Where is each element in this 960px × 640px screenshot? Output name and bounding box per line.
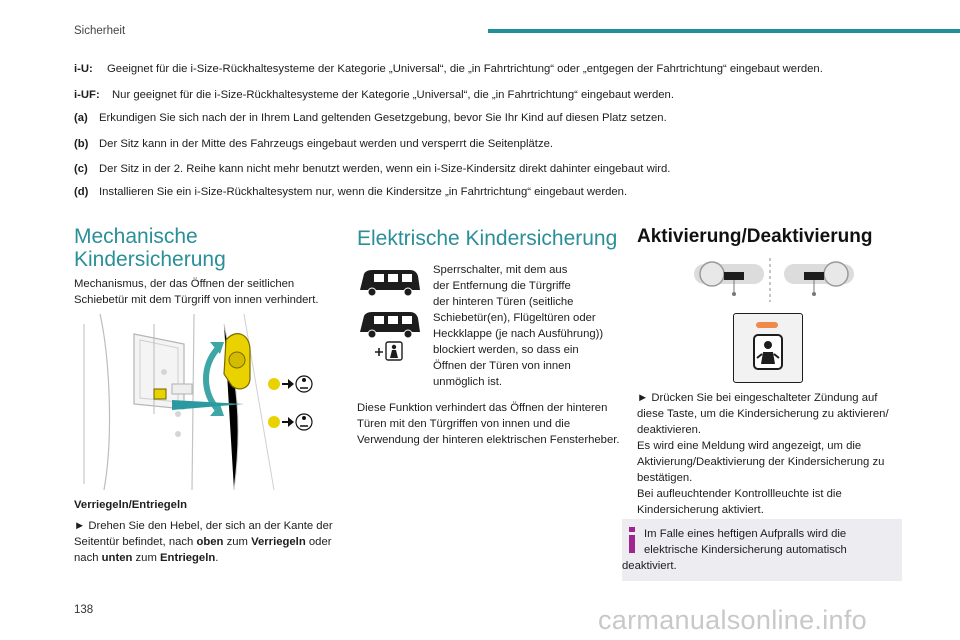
definition-text: Erkundigen Sie sich nach der in Ihrem Land geltenden Gesetzgebung, bevor Sie Ihr Kind auf diesen Platz setzen. [99, 112, 667, 124]
instruction-line: Aktivierung/Deaktivierung der Kindersicherung zu [637, 456, 885, 468]
definition-text: Nur geeignet für die i-Size-Rückhaltesysteme der Kategorie „Universal“, die „in Fahrtrichtung“ eingebaut werden. [112, 89, 674, 101]
instruction-line: Es wird eine Meldung wird angezeigt, um die [637, 440, 862, 452]
instruction-emphasis: unten [101, 552, 133, 564]
mechanical-lock-heading [74, 225, 226, 271]
child-lock-icon [375, 342, 402, 360]
instruction-line: Kindersicherung aktiviert. [637, 504, 764, 516]
electric-lock-description [433, 262, 613, 390]
description-line: der Entfernung die Türgriffe [433, 280, 571, 292]
instruction-line: ► Drehen Sie den Hebel, der sich an der Kante der [74, 520, 333, 532]
instruction-line: ► Drücken Sie bei eingeschalteter Zündung auf [637, 392, 878, 404]
instruction-emphasis: Entriegeln [160, 552, 216, 564]
description-line: Schiebetür(en), Flügeltüren oder [433, 312, 596, 324]
paragraph-line: Türen mit den Türgriffen von innen und die [357, 418, 571, 430]
description-line: Heckklappe (je nach Ausführung)) [433, 328, 604, 340]
definition-row [74, 185, 627, 200]
heading-line: Mechanische [74, 225, 198, 248]
definition-text: Geeignet für die i-Size-Rückhaltesysteme der Kategorie „Universal“, die „in Fahrtrichtung“ oder „entgegen der Fahrtrichtung“ eingebaut werden. [107, 63, 823, 75]
definition-row [74, 111, 667, 126]
instruction-text: oder [305, 536, 332, 548]
definition-text: Installieren Sie ein i-Size-Rückhaltesystem nur, wenn die Kindersitze „in Fahrtrichtung“ eingebaut werden. [99, 186, 628, 198]
activation-instructions [637, 390, 907, 518]
electric-lock-heading: Elektrische Kindersicherung [357, 227, 618, 250]
section-title: Sicherheit [74, 25, 126, 37]
door-lever-illustration [74, 314, 322, 490]
van-side-icon [360, 270, 420, 296]
info-box [622, 519, 902, 581]
description-line: blockiert werden, so dass ein [433, 344, 579, 356]
activation-heading: Aktivierung/Deaktivierung [637, 226, 873, 247]
instruction-line: bestätigen. [637, 472, 693, 484]
definition-key: (d) [74, 186, 89, 198]
instruction-line: Bei aufleuchtender Kontrollleuchte ist die [637, 488, 842, 500]
description-line: unmöglich ist. [433, 376, 503, 388]
description-line: Öffnen der Türen von innen [433, 360, 571, 372]
definition-row [74, 88, 674, 103]
definition-key: i-U: [74, 63, 93, 75]
definition-key: i-UF: [74, 89, 100, 101]
instruction-line [74, 550, 344, 566]
instruction-text: . [215, 552, 219, 564]
instruction-emphasis: Verriegeln [251, 536, 306, 548]
mechanical-lock-intro [74, 276, 344, 308]
info-text [644, 526, 894, 558]
paragraph-line: Diese Funktion verhindert das Öffnen der hinteren [357, 402, 608, 414]
instruction-text: zum [223, 536, 252, 548]
intro-line: Schiebetür mit dem Türgriff von innen verhindert. [74, 294, 319, 306]
definition-key: (a) [74, 112, 88, 124]
instruction-text: nach [74, 552, 102, 564]
definition-text: Der Sitz in der 2. Reihe kann nicht mehr benutzt werden, wenn ein i-Size-Kindersitz direkt dahinter eingebaut wird. [99, 163, 671, 175]
header-accent-bar [488, 29, 960, 33]
watermark: carmanualsonline.info [598, 605, 867, 635]
child-seat-icon [753, 334, 783, 370]
instruction-text: Seitentür befindet, nach [74, 536, 197, 548]
electric-lock-paragraph [357, 400, 622, 448]
info-line: deaktiviert. [622, 560, 677, 572]
intro-line: Mechanismus, der das Öffnen der seitlichen [74, 278, 295, 290]
instruction-line [74, 534, 344, 550]
paragraph-line: Verwendung der hinteren elektrischen Fensterheber. [357, 434, 620, 446]
definition-key: (b) [74, 138, 89, 150]
info-icon [626, 527, 638, 553]
definition-text: Der Sitz kann in der Mitte des Fahrzeugs eingebaut werden und versperrt die Seitenplätze. [99, 138, 554, 150]
description-line: der hinteren Türen (seitliche [433, 296, 574, 308]
instruction-text: zum [132, 552, 161, 564]
info-line: Im Falle eines heftigen Aufpralls wird die [644, 528, 847, 540]
definition-row [74, 62, 823, 77]
definition-row [74, 137, 553, 152]
indicator-led [756, 322, 778, 328]
instruction-line: deaktivieren. [637, 424, 702, 436]
van-icons [358, 262, 426, 362]
instruction-emphasis: oben [196, 536, 224, 548]
instruction-line: diese Taste, um die Kindersicherung zu aktivieren/ [637, 408, 889, 420]
dashboard-illustration [694, 258, 854, 302]
child-lock-button[interactable] [733, 313, 803, 383]
lock-unlock-instruction [74, 518, 344, 566]
definition-row [74, 162, 670, 177]
info-line: elektrische Kindersicherung automatisch [644, 544, 847, 556]
description-line: Sperrschalter, mit dem aus [433, 264, 568, 276]
van-rear-icon [360, 312, 420, 338]
heading-line: Kindersicherung [74, 248, 226, 271]
definition-key: (c) [74, 163, 88, 175]
lever-icon [224, 334, 250, 389]
page-number: 138 [74, 604, 94, 616]
lock-unlock-subheading: Verriegeln/Entriegeln [74, 499, 188, 511]
